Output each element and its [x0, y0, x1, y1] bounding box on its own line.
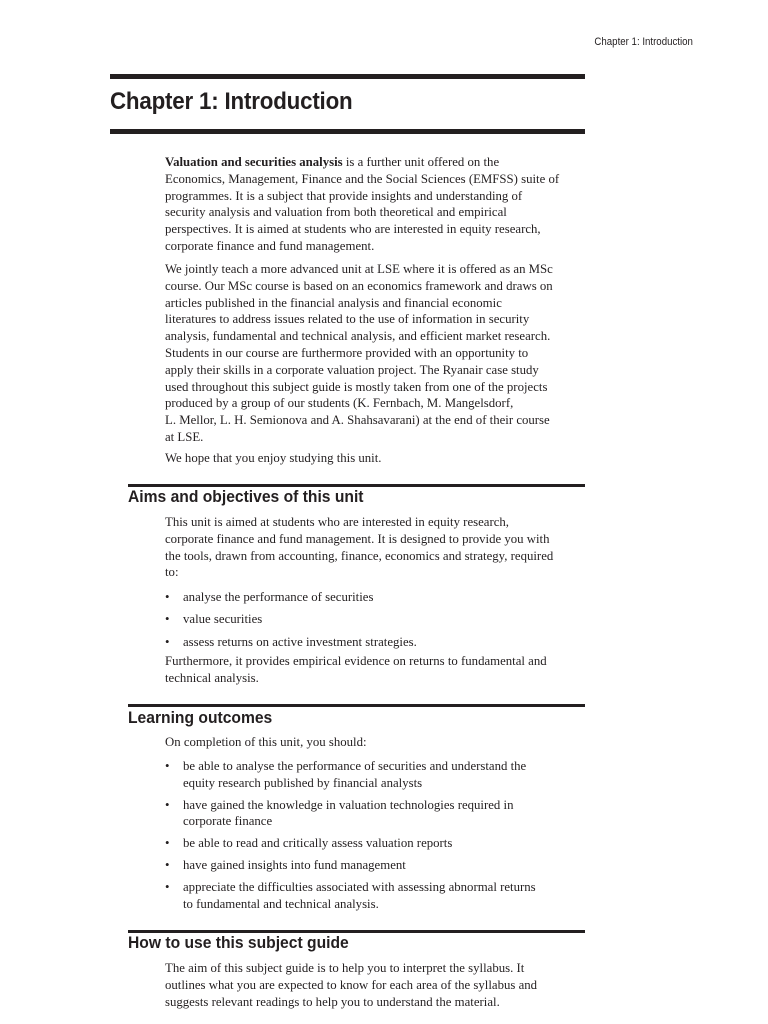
list-item [165, 758, 587, 792]
text-line: This unit is aimed at students who are interested in equity research, [165, 515, 509, 529]
bullet-glyph: • [165, 759, 170, 773]
text-line: We hope that you enjoy studying this unit. [165, 451, 382, 465]
list-item [165, 634, 587, 651]
bullet-glyph: • [165, 590, 170, 604]
section-heading-aims: Aims and objectives of this unit [128, 487, 364, 506]
text-line: is a further unit offered on the [342, 155, 500, 169]
bullet-glyph: • [165, 797, 170, 812]
text-line: L. Mellor, L. H. Semionova and A. Shahsavarani) at the end of their course [165, 413, 550, 428]
list-item-text: be able to read and critically assess valuation reports [183, 836, 453, 851]
text-line: used throughout this subject guide is mostly taken from one of the projects [165, 379, 548, 394]
list-item-text: be able to analyse the performance of securities and understand the [183, 759, 527, 773]
text-line: corporate finance and fund management. [165, 238, 375, 253]
text-line: outlines what you are expected to know for each area of the syllabus and [165, 977, 538, 992]
intro-paragraph-2 [165, 261, 587, 446]
list-item-text: value securities [183, 612, 263, 627]
list-item-text: analyse the performance of securities [183, 590, 374, 604]
text-line: Students in our course are furthermore provided with an opportunity to [165, 345, 529, 360]
list-item-text: assess returns on active investment strategies. [183, 634, 417, 649]
bullet-glyph: • [165, 857, 170, 872]
list-item-text: to fundamental and technical analysis. [183, 896, 379, 911]
list-item-text: have gained insights into fund management [183, 857, 406, 872]
text-line: The aim of this subject guide is to help you to interpret the syllabus. It [165, 961, 525, 975]
outcomes-intro [165, 734, 587, 751]
aims-intro-paragraph [165, 514, 587, 581]
text-line: perspectives. It is aimed at students who are interested in equity research, [165, 222, 541, 237]
text-line: Furthermore, it provides empirical evidence on returns to fundamental and [165, 654, 547, 668]
bullet-glyph: • [165, 612, 170, 627]
list-item [165, 879, 587, 913]
text-line: On completion of this unit, you should: [165, 735, 367, 749]
running-head: Chapter 1: Introduction [594, 36, 693, 48]
text-line: suggests relevant readings to help you to understand the material. [165, 994, 500, 1009]
text-line: articles published in the financial analysis and financial economic [165, 295, 502, 310]
list-item-text: appreciate the difficulties associated with assessing abnormal returns [183, 879, 536, 894]
text-line: literatures to address issues related to the use of information in security [165, 312, 530, 327]
text-line: programmes. It is a subject that provide insights and understanding of [165, 188, 523, 203]
text-line: corporate finance and fund management. It is designed to provide you with [165, 531, 550, 546]
chapter-rule-top [110, 74, 585, 79]
list-item-text: corporate finance [183, 814, 273, 829]
section-heading-outcomes: Learning outcomes [128, 708, 273, 727]
text-line: apply their skills in a corporate valuation project. The Ryanair case study [165, 362, 539, 377]
list-item-text: equity research published by financial analysts [183, 775, 423, 790]
list-item [165, 835, 587, 852]
intro-paragraph-1 [165, 154, 587, 255]
text-line: We jointly teach a more advanced unit at LSE where it is offered as an MSc [165, 262, 553, 276]
text-line: analysis, fundamental and technical analysis, and efficient market research. [165, 329, 551, 344]
section-rule-outcomes [128, 704, 585, 707]
text-line: technical analysis. [165, 670, 259, 685]
aims-closing-paragraph [165, 653, 587, 687]
text-line: at LSE. [165, 429, 204, 444]
list-item-text: have gained the knowledge in valuation technologies required in [183, 797, 514, 812]
intro-bold-phrase: Valuation and securities analysis [165, 155, 343, 169]
guide-paragraph [165, 960, 587, 1010]
bullet-glyph: • [165, 836, 170, 851]
text-line: Economics, Management, Finance and the Social Sciences (EMFSS) suite of [165, 171, 560, 186]
text-line: to: [165, 565, 179, 580]
list-item [165, 857, 587, 874]
text-line: course. Our MSc course is based on an economics framework and draws on [165, 278, 553, 293]
text-line: the tools, drawn from accounting, finance, economics and strategy, required [165, 548, 554, 563]
bullet-glyph: • [165, 634, 170, 649]
aims-bullet-list [165, 589, 587, 650]
text-line: produced by a group of our students (K. Fernbach, M. Mangelsdorf, [165, 396, 514, 411]
intro-paragraph-3 [165, 450, 587, 467]
text-line: security analysis and valuation from both theoretical and empirical [165, 205, 507, 220]
list-item [165, 797, 587, 831]
list-item [165, 611, 587, 628]
section-heading-guide: How to use this subject guide [128, 933, 349, 952]
chapter-rule-bottom [110, 129, 585, 134]
outcomes-bullet-list [165, 758, 587, 912]
bullet-glyph: • [165, 879, 170, 894]
chapter-title: Chapter 1: Introduction [110, 88, 353, 115]
list-item [165, 589, 587, 606]
